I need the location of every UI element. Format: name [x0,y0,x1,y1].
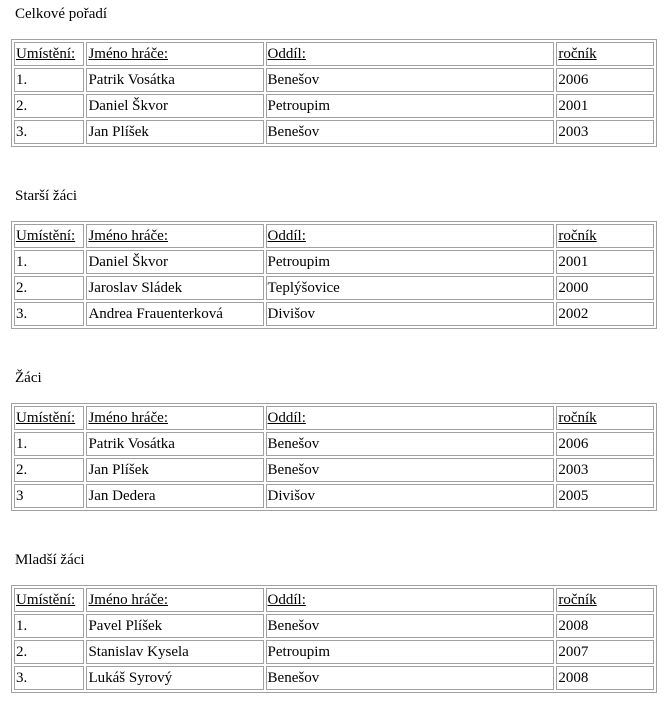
cell-club: Benešov [266,666,555,690]
header-club: Oddíl: [266,406,555,430]
table-row [14,68,654,92]
cell-year: 2008 [556,666,654,690]
section-title: Mladší žáci [15,552,85,568]
cell-club: Benešov [266,68,555,92]
cell-year: 2000 [556,276,654,300]
cell-year: 2006 [556,432,654,456]
header-name: Jméno hráče: [86,224,263,248]
header-name: Jméno hráče: [86,588,263,612]
cell-name: Jan Plíšek [86,120,263,144]
cell-year: 2001 [556,94,654,118]
results-table [11,221,657,329]
cell-name: Daniel Škvor [86,94,263,118]
cell-club: Benešov [266,120,555,144]
header-year: ročník [556,588,654,612]
header-club: Oddíl: [266,588,555,612]
header-name: Jméno hráče: [86,42,263,66]
table-row [14,614,654,638]
cell-place: 1. [14,68,84,92]
results-table [11,39,657,147]
cell-year: 2003 [556,458,654,482]
cell-place: 2. [14,94,84,118]
cell-year: 2007 [556,640,654,664]
cell-place: 2. [14,640,84,664]
cell-year: 2001 [556,250,654,274]
cell-name: Patrik Vosátka [86,68,263,92]
header-name: Jméno hráče: [86,406,263,430]
cell-place: 1. [14,432,84,456]
header-placement: Umístění: [14,588,84,612]
cell-place: 2. [14,276,84,300]
cell-name: Jan Plíšek [86,458,263,482]
table-header-row [14,406,654,430]
cell-name: Jaroslav Sládek [86,276,263,300]
cell-name: Daniel Škvor [86,250,263,274]
header-year: ročník [556,224,654,248]
section-title: Žáci [15,370,42,386]
cell-club: Divišov [266,484,555,508]
cell-name: Andrea Frauenterková [86,302,263,326]
cell-name: Jan Dedera [86,484,263,508]
cell-place: 1. [14,250,84,274]
table-header-row [14,224,654,248]
cell-year: 2002 [556,302,654,326]
cell-year: 2008 [556,614,654,638]
table-row [14,458,654,482]
cell-name: Lukáš Syrový [86,666,263,690]
cell-name: Stanislav Kysela [86,640,263,664]
cell-place: 3 [14,484,84,508]
cell-place: 3. [14,302,84,326]
cell-name: Pavel Plíšek [86,614,263,638]
table-row [14,432,654,456]
header-club: Oddíl: [266,42,555,66]
results-table [11,403,657,511]
cell-club: Petroupim [266,250,555,274]
cell-place: 3. [14,120,84,144]
cell-name: Patrik Vosátka [86,432,263,456]
table-row [14,276,654,300]
header-placement: Umístění: [14,224,84,248]
table-row [14,484,654,508]
cell-club: Teplýšovice [266,276,555,300]
table-row [14,120,654,144]
header-placement: Umístění: [14,406,84,430]
cell-year: 2005 [556,484,654,508]
header-year: ročník [556,42,654,66]
cell-year: 2006 [556,68,654,92]
table-header-row [14,42,654,66]
header-year: ročník [556,406,654,430]
header-placement: Umístění: [14,42,84,66]
section-title: Starší žáci [15,188,78,204]
table-header-row [14,588,654,612]
cell-place: 1. [14,614,84,638]
table-row [14,666,654,690]
cell-club: Petroupim [266,640,555,664]
cell-club: Petroupim [266,94,555,118]
section-title: Celkové pořadí [15,6,108,22]
table-row [14,94,654,118]
results-table [11,585,657,693]
cell-club: Divišov [266,302,555,326]
table-row [14,250,654,274]
cell-club: Benešov [266,458,555,482]
cell-year: 2003 [556,120,654,144]
table-row [14,640,654,664]
header-club: Oddíl: [266,224,555,248]
cell-club: Benešov [266,614,555,638]
cell-place: 3. [14,666,84,690]
cell-place: 2. [14,458,84,482]
cell-club: Benešov [266,432,555,456]
table-row [14,302,654,326]
